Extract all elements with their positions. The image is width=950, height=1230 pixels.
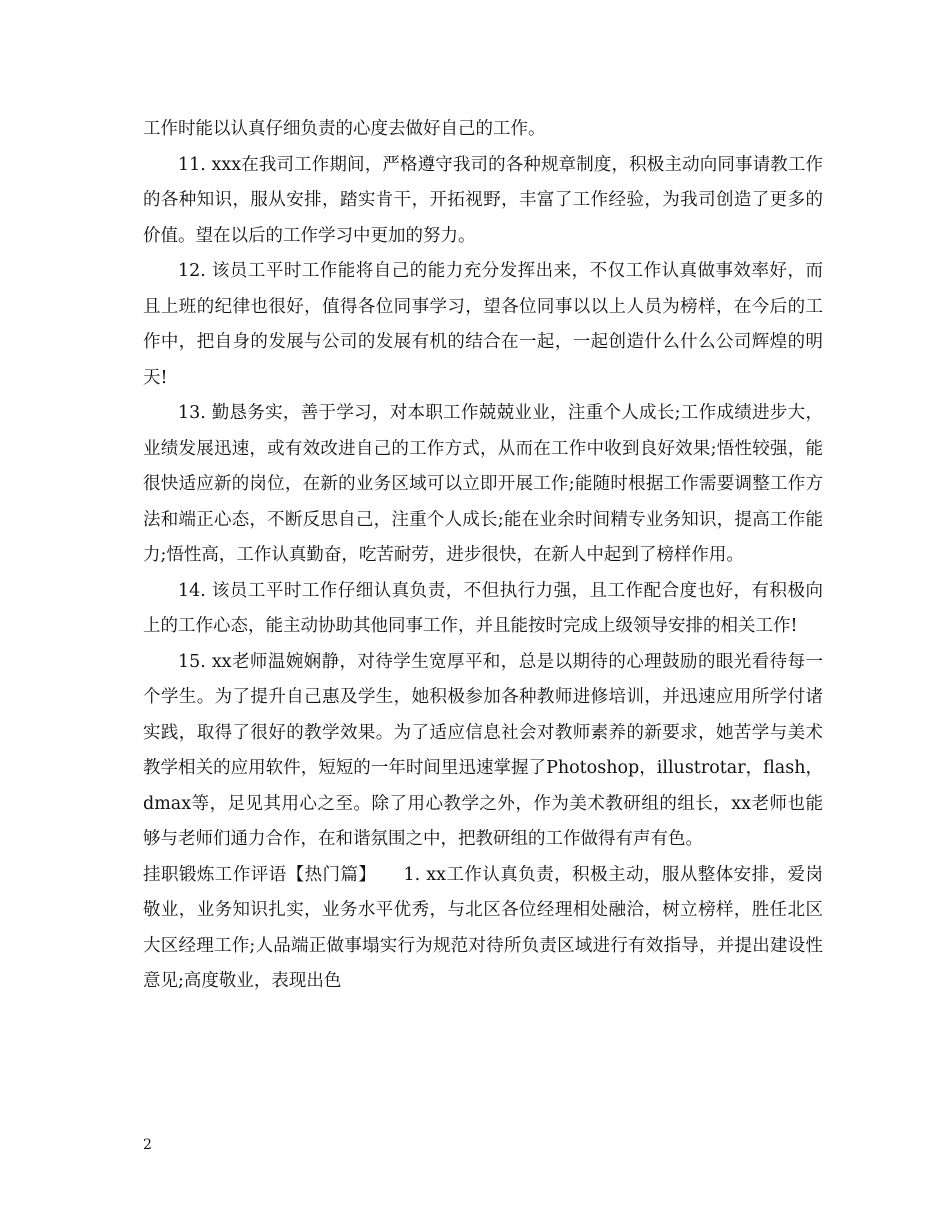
paragraph-item-14: 14. 该员工平时工作仔细认真负责，不但执行力强，且工作配合度也好，有积极向上的工作心态，能主动协助其他同事工作，并且能按时完成上级领导安排的相关工作! — [143, 580, 823, 636]
paragraph-item-13: 13. 勤恳务实，善于学习，对本职工作兢兢业业，注重个人成长;工作成绩进步大，业绩发展迅速，或有效改进自己的工作方式，从而在工作中收到良好效果;悟性较强，能很快适应新的岗位，在新的业务区域可以立即开展工作;能随时根据工作需要调整工作方法和端正心态，不断反思自己，注重个人成长;能在业余时间精专业务知识，提高工作能力;悟性高，工作认真勤奋，吃苦耐劳，进步很快，在新人中起到了榜样作用。 — [143, 403, 823, 565]
page-body — [143, 112, 823, 1000]
paragraph-item-15: 15. xx老师温婉娴静，对待学生宽厚平和，总是以期待的心理鼓励的眼光看待每一个学生。为了提升自己惠及学生，她积极参加各种教师进修培训，并迅速应用所学付诸实践，取得了很好的教学效果。为了适应信息社会对教师素养的新要求，她苦学与美术教学相关的应用软件，短短的一年时间里迅速掌握了Photoshop，illustrotar，flash，dmax等，足见其用心之至。除了用心教学之外，作为美术教研组的组长，xx老师也能够与老师们通力合作，在和谐氛围之中，把教研组的工作做得有声有色。 — [143, 651, 823, 849]
page-number: 2 — [143, 1137, 152, 1153]
paragraph-item-11: 11. xxx在我司工作期间，严格遵守我司的各种规章制度，积极主动向同事请教工作的各种知识，服从安排，踏实肯干，开拓视野，丰富了工作经验，为我司创造了更多的价值。望在以后的工作学习中更加的努力。 — [143, 154, 823, 246]
paragraph-section-hot-picks: 挂职锻炼工作评语【热门篇】 1. xx工作认真负责，积极主动，服从整体安排，爱岗敬业，业务知识扎实，业务水平优秀，与北区各位经理相处融洽，树立榜样，胜任北区大区经理工作;人品端正做事塌实行为规范对待所负责区域进行有效指导，并提出建设性意见;高度敬业，表现出色 — [143, 864, 823, 991]
paragraph-continuation: 工作时能以认真仔细负责的心度去做好自己的工作。 — [143, 119, 546, 139]
paragraph-item-12: 12. 该员工平时工作能将自己的能力充分发挥出来，不仅工作认真做事效率好，而且上班的纪律也很好，值得各位同事学习，望各位同事以以上人员为榜样，在今后的工作中，把自身的发展与公司的发展有机的结合在一起，一起创造什么什么公司辉煌的明天! — [143, 261, 823, 388]
